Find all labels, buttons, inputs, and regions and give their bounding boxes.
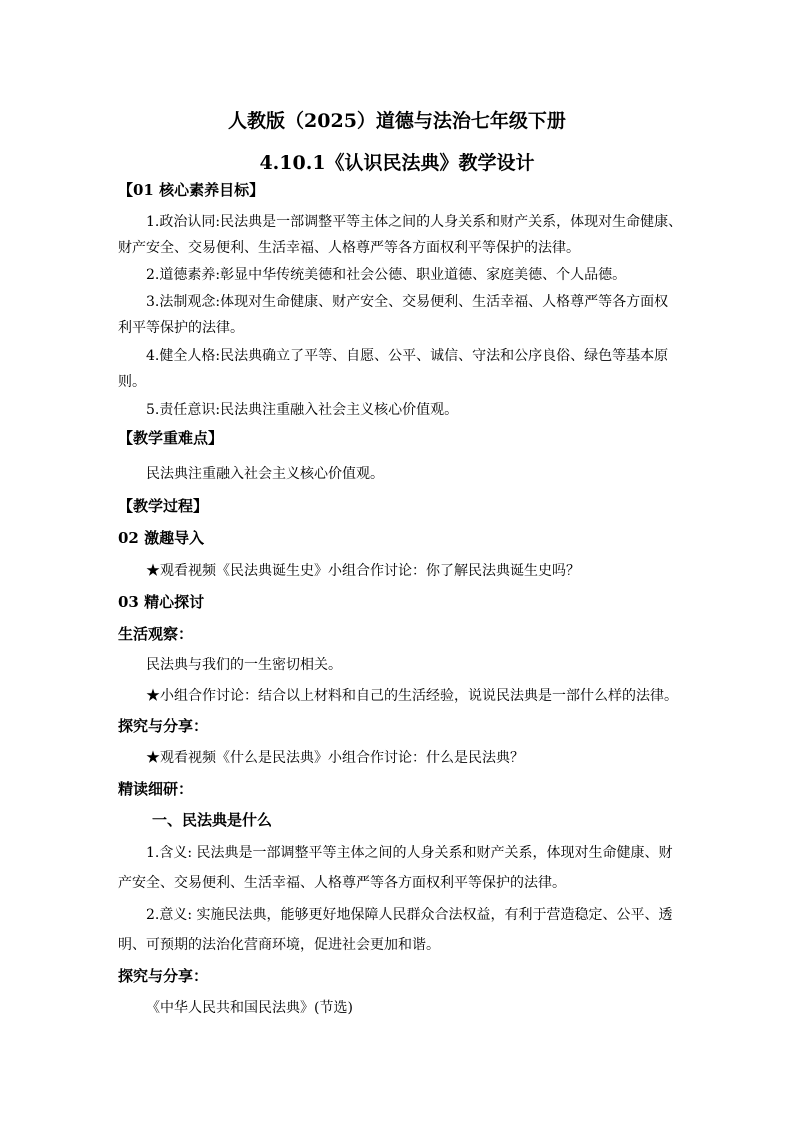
- definition-line-1: 1.含义: 民法典是一部调整平等主体之间的人身关系和财产关系，体现对生命健康、财: [146, 845, 673, 861]
- explore-share-heading-1: 探究与分享：: [118, 717, 209, 735]
- goal-4-line-2: 则。: [118, 374, 146, 390]
- life-observation-text: 民法典与我们的一生密切相关。: [146, 657, 342, 673]
- step-02-heading: 02 激趣导入: [118, 529, 205, 547]
- goal-2: 2.道德素养:彰显中华传统美德和社会公德、职业道德、家庭美德、个人品德。: [146, 267, 627, 283]
- life-observation-heading: 生活观察：: [118, 625, 194, 643]
- civil-code-excerpt-title: 《中华人民共和国民法典》(节选): [146, 1000, 353, 1016]
- significance-line-2: 明、可预期的法治化营商环境，促进社会更加和谐。: [118, 937, 440, 953]
- goal-1-line-1: 1.政治认同:民法典是一部调整平等主体之间的人身关系和财产关系，体现对生命健康、: [146, 214, 683, 230]
- step-02-item: ★观看视频《民法典诞生史》小组合作讨论：你了解民法典诞生史吗？: [146, 563, 580, 579]
- key-point-text: 民法典注重融入社会主义核心价值观。: [146, 466, 384, 482]
- goal-1-line-2: 财产安全、交易便利、生活幸福、人格尊严等各方面权利平等保护的法律。: [118, 240, 580, 256]
- section-heading-key-points: 【教学重难点】: [118, 429, 224, 447]
- document-title: 人教版（2025）道德与法治七年级下册: [228, 110, 566, 132]
- document-subtitle: 4.10.1《认识民法典》教学设计: [259, 152, 535, 174]
- section-heading-process: 【教学过程】: [118, 497, 209, 515]
- explore-share-heading-2: 探究与分享：: [118, 967, 209, 985]
- significance-line-1: 2.意义: 实施民法典，能够更好地保障人民群众合法权益，有利于营造稳定、公平、透: [146, 907, 673, 923]
- goal-4-line-1: 4.健全人格:民法典确立了平等、自愿、公平、诚信、守法和公序良俗、绿色等基本原: [146, 348, 669, 364]
- goal-3-line-1: 3.法制观念:体现对生命健康、财产安全、交易便利、生活幸福、人格尊严等各方面权: [146, 294, 669, 310]
- life-observation-item: ★小组合作讨论：结合以上材料和自己的生活经验，说说民法典是一部什么样的法律。: [146, 688, 678, 704]
- definition-line-2: 产安全、交易便利、生活幸福、人格尊严等各方面权利平等保护的法律。: [118, 875, 566, 891]
- close-reading-heading: 精读细研：: [118, 780, 194, 798]
- explore-share-item-1: ★观看视频《什么是民法典》小组合作讨论：什么是民法典？: [146, 750, 524, 766]
- goal-3-line-2: 利平等保护的法律。: [118, 320, 244, 336]
- goal-5: 5.责任意识:民法典注重融入社会主义核心价值观。: [146, 402, 459, 418]
- section-heading-goals: 【01 核心素养目标】: [118, 181, 265, 199]
- part-1-heading: 一、民法典是什么: [152, 811, 273, 829]
- step-03-heading: 03 精心探讨: [118, 593, 205, 611]
